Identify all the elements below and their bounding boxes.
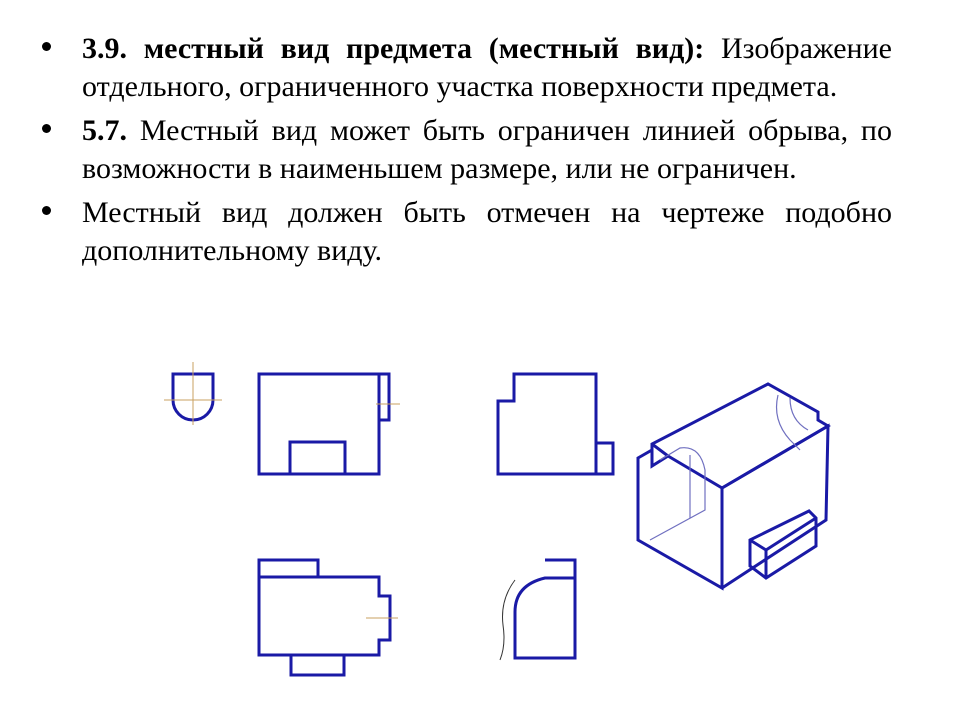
side-view-drawing xyxy=(498,374,613,474)
bullet-text: Изображение отдельного, ограниченного участка поверхности предмета. xyxy=(82,32,892,103)
break-line xyxy=(500,580,515,660)
bullet-text: Местный вид может быть ограничен линией обрыва, по возможности в наименьшем размере, или не ограничен. xyxy=(82,114,892,185)
bullet-lead: 5.7. xyxy=(82,114,127,147)
center-lines xyxy=(164,362,400,618)
bullet-lead: 3.9. местный вид предмета (местный вид): xyxy=(82,32,705,65)
front-view-drawing xyxy=(259,374,389,474)
isometric-view-drawing xyxy=(638,384,828,588)
bullet-text: Местный вид должен быть отмечен на чертеже подобно дополнительному виду. xyxy=(82,196,892,267)
hidden-lines xyxy=(650,395,808,540)
partial-view-drawing xyxy=(515,560,575,658)
